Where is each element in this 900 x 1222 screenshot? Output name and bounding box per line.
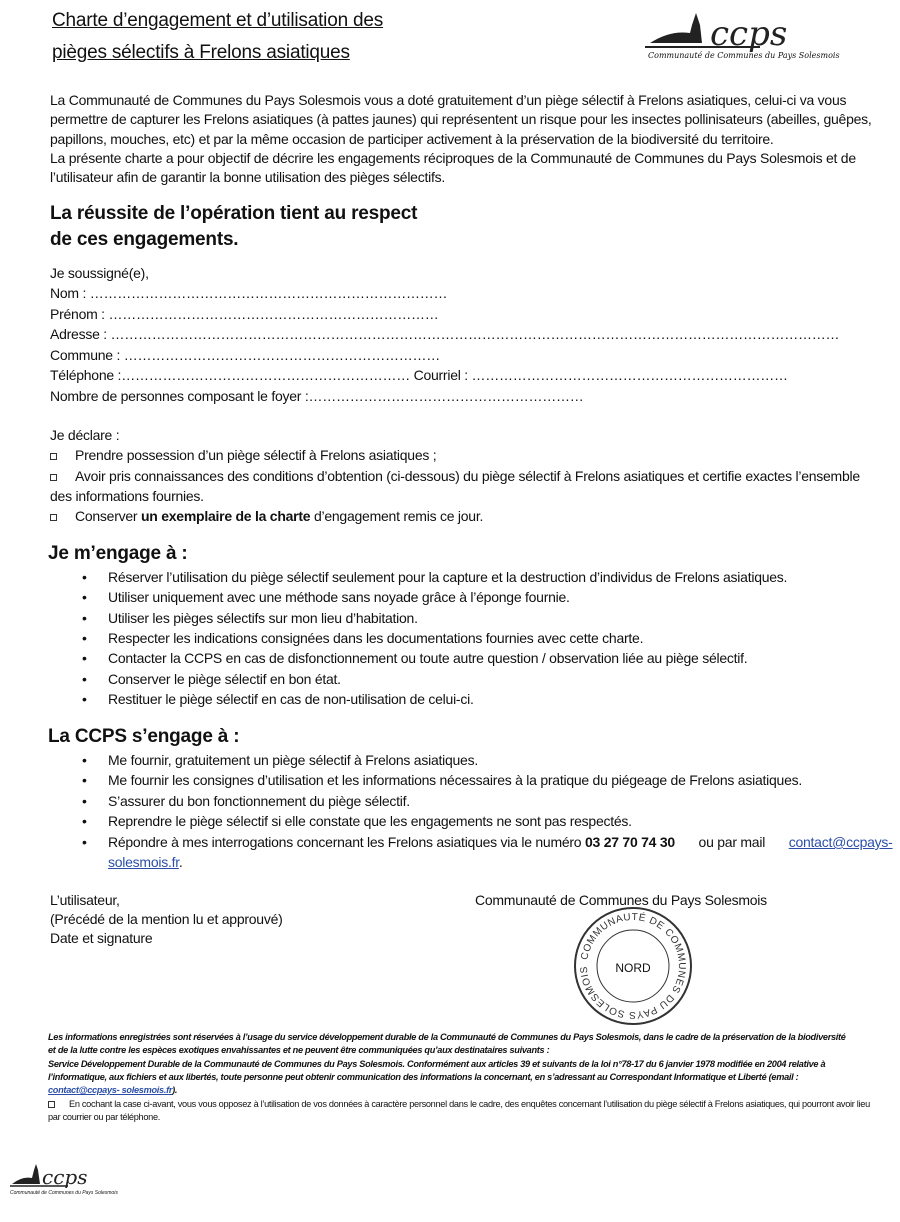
user-engage-item: • Utiliser uniquement avec une méthode sans noyade grâce à l’éponge fournie. [88,589,570,605]
intro-line: La présente charte a pour objectif de décrire les engagements réciproques de la Communauté de Communes du Pays Solesmois et de [50,150,856,166]
adresse-field[interactable]: Adresse : …………………………………………………………………………………………………………………………………………… [50,326,840,342]
svg-text:ccps: ccps [42,1165,88,1189]
ccps-engage-heading: La CCPS s’engage à : [48,726,240,747]
checkbox[interactable] [50,514,57,521]
checkbox[interactable] [50,474,57,481]
declare-item-continuation: des informations fournies. [50,488,204,504]
nom-field[interactable]: Nom : …………………………………………………………………… [50,285,448,301]
declare-item[interactable] [50,508,483,524]
prenom-field[interactable]: Prénom : ……………………………………………………………… [50,306,439,322]
signature-date: Date et signature [50,930,153,946]
success-heading-2: de ces engagements. [50,229,239,250]
ccps-engage-item: • Me fournir, gratuitement un piège sélectif à Frelons asiatiques. [88,752,478,768]
ccps-logo-small [8,1160,118,1200]
ccps-engage-item: • S’assurer du bon fonctionnement du piège sélectif. [88,793,410,809]
user-engage-item: • Restituer le piège sélectif en cas de non-utilisation de celui-ci. [88,691,474,707]
declare-item[interactable] [50,447,436,463]
success-heading-1: La réussite de l’opération tient au respect [50,203,418,224]
email-link-continuation[interactable]: solesmois.fr [108,854,179,870]
checkbox[interactable] [48,1101,55,1108]
logo-small-subtitle: Communauté de Communes du Pays Solesmois [10,1190,118,1196]
declare-item-text: Prendre possession d’un piège sélectif à Frelons asiatiques ; [75,447,437,463]
user-engage-heading: Je m’engage à : [48,543,188,564]
svg-text:ccps: ccps [710,14,788,54]
user-engage-item: • Utiliser les pièges sélectifs sur mon lieu d’habitation. [88,610,418,626]
phone-number: 03 27 70 74 30 [585,834,675,850]
declare-item-text: d’engagement remis ce jour. [310,508,484,524]
intro-line: l’utilisateur afin de garantir la bonne utilisation des pièges sélectifs. [50,169,445,185]
form-intro: Je soussigné(e), [50,265,149,281]
checkbox[interactable] [50,453,57,460]
ccps-engage-item: • Me fournir les consignes d’utilisation et les informations nécessaires à la pratique du piégeage de Frelons asiatiques. [88,772,802,788]
document-title-line-1: Charte d’engagement et d’utilisation des [52,10,384,31]
footer-email-link[interactable]: contact@ccpays- solesmois.fr [48,1085,173,1095]
declare-item-text: Conserver [75,508,141,524]
declare-item-text: Avoir pris connaissances des conditions d’obtention (ci-dessous) du piège sélectif à Frelons asiatiques et certifie exactes l’ensemble [75,468,860,484]
user-engage-item: • Contacter la CCPS en cas de disfonctionnement ou toute autre question / observation liée au piège sélectif. [88,650,747,666]
ccps-logo-small-icon [8,1160,118,1192]
intro-line: La Communauté de Communes du Pays Solesmois vous a doté gratuitement d’un piège sélectif à Frelons asiatiques, celui-ci va vous [50,92,847,108]
user-engage-item: • Respecter les indications consignées dans les documentations fournies avec cette charte. [88,630,643,646]
svg-text:COMMUNAUTÉ DE COMMUNES DU PAYS: COMMUNAUTÉ DE COMMUNES DU PAYS SOLESMOIS [578,911,688,1021]
signature-user: L’utilisateur, [50,892,120,908]
footer-text: l’informatique, aux fichiers et aux libertés, toute personne peut obtenir communication des informations la concernant, en s’adressant au Correspondant Informatique et Liberté (email : [48,1072,799,1082]
signature-org: Communauté de Communes du Pays Solesmois [475,892,767,908]
document-title-line-2: pièges sélectifs à Frelons asiatiques [52,42,350,63]
logo-subtitle: Communauté de Communes du Pays Solesmois [648,51,840,60]
user-engage-item: • Réserver l’utilisation du piège sélectif seulement pour la capture et la destruction d’individus de Frelons asiatiques. [88,569,787,585]
ccps-engage-item: • Répondre à mes interrogations concernant les Frelons asiatiques via le numéro 03 27 70 74 30 ou par mail contact@ccpays- [88,834,893,850]
intro-line: papillons, mouches, etc) et par la même occasion de participer activement à la préservation de la biodiversité du territoire. [50,131,774,147]
ccps-logo [640,5,840,65]
optout-checkbox-line[interactable]: En cochant la case ci-avant, vous vous opposez à l’utilisation de vos données à caractère personnel dans le cadre, des enquêtes concernant l’utilisation du piège sélectif à Frelons asiatiques, qui pourront avoir lieu [48,1099,870,1109]
user-engage-item: • Conserver le piège sélectif en bon état. [88,671,341,687]
foyer-field[interactable]: Nombre de personnes composant le foyer :…………………………………………………… [50,388,584,404]
stamp-center: NORD [615,961,651,975]
footer-text: Service Développement Durable de la Communauté de Communes du Pays Solesmois. Conformément aux articles 39 et suivants de la loi n°78-17 du 6 janvier 1978 modifiée en 2004 relative à [48,1059,826,1069]
signature-mention: (Précédé de la mention lu et approuvé) [50,911,283,927]
footer-text: et de la lutte contre les espèces exotiques envahissantes et ne peuvent être communiquées qu’aux destinataires suivants : [48,1045,550,1055]
ccps-engage-item: • Reprendre le piège sélectif si elle constate que les engagements ne sont pas respectés. [88,813,632,829]
declare-item-bold: un exemplaire de la charte [140,508,311,524]
intro-line: permettre de capturer les Frelons asiatiques (à pattes jaunes) qui représentent un risque pour les insectes pollinisateurs (abeilles, guêpes, [50,111,872,127]
telephone-courriel-field[interactable]: Téléphone :……………………………………………………… Courriel : …………………………………………………………… [50,367,788,383]
commune-field[interactable]: Commune : …………………………………………………………… [50,347,440,363]
declare-label: Je déclare : [50,427,120,443]
email-link[interactable]: contact@ccpays- [788,834,893,850]
footer-text: Les informations enregistrées sont réservées à l’usage du service développement durable de la Communauté de Communes du Pays Solesmois, dans le cadre de la préservation de la biodiversité [48,1032,846,1042]
official-stamp [572,905,694,1027]
declare-item[interactable] [50,468,860,484]
footer-text: par courrier ou par téléphone. [48,1112,161,1122]
